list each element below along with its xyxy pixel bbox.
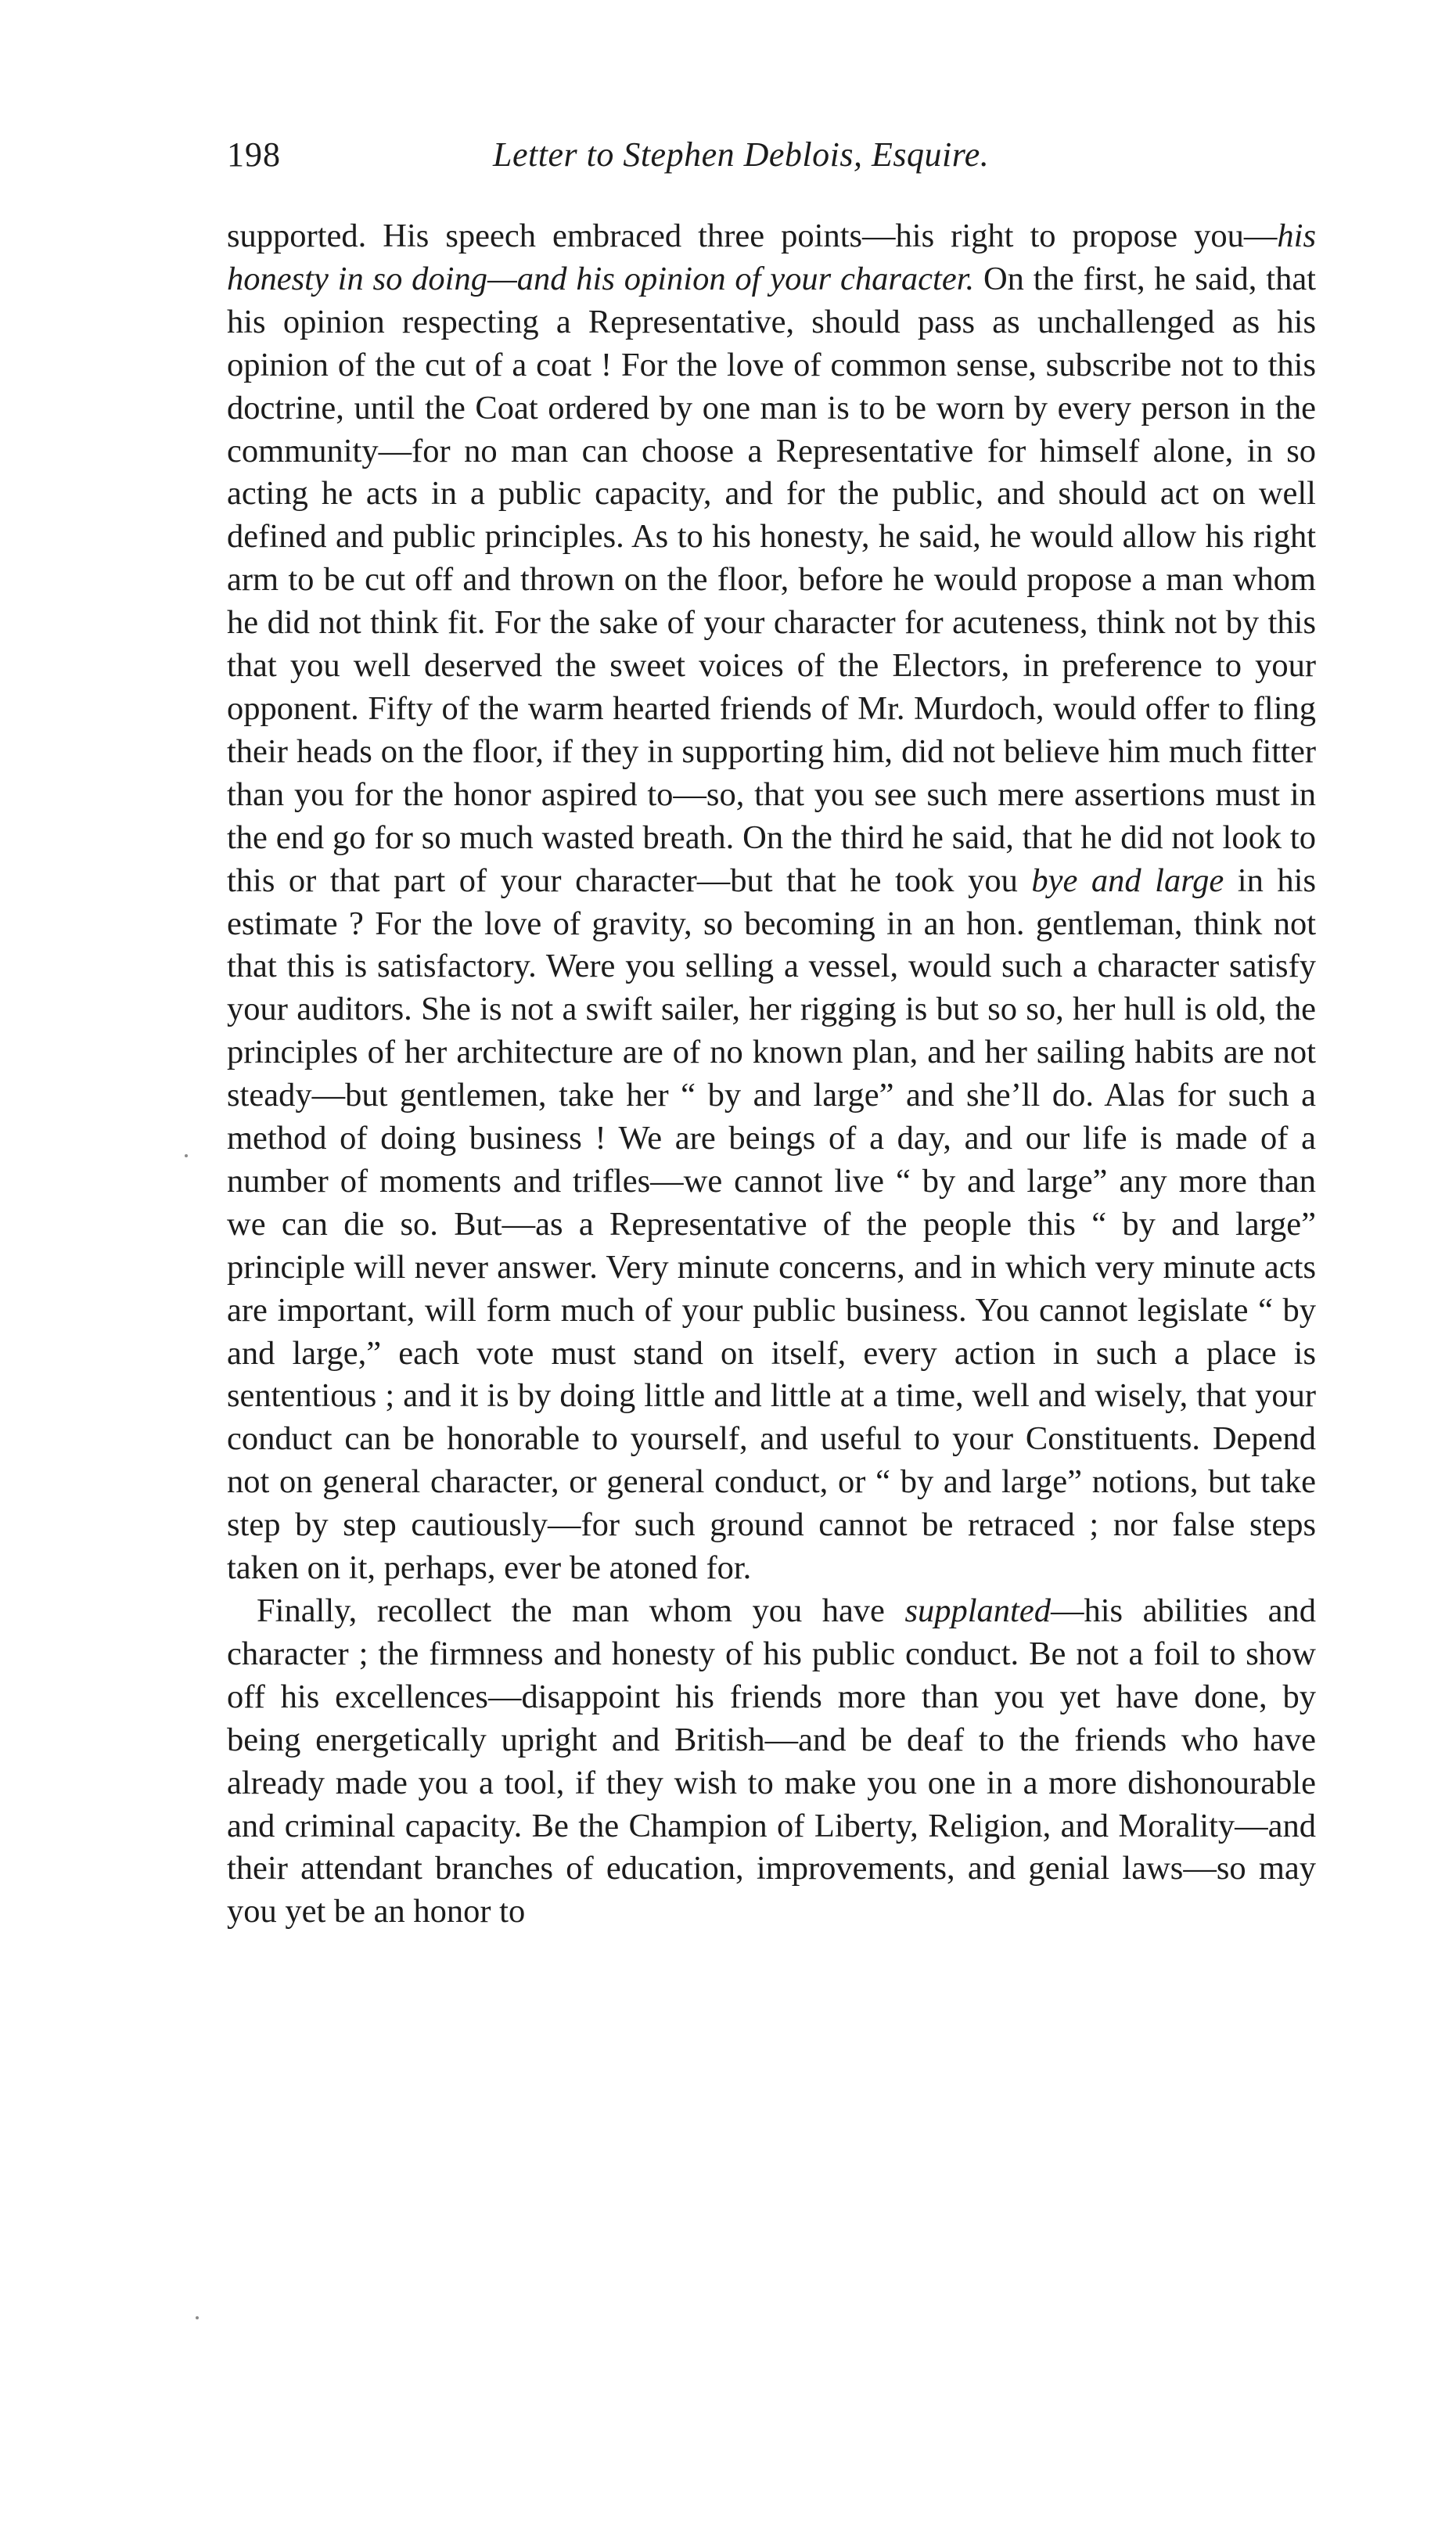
body-text [227, 215, 1316, 1934]
paragraph [227, 215, 1316, 1590]
print-speck [196, 2316, 199, 2319]
text-segment: in his estimate ? For the love of gravity, so becoming in an hon. gentleman, think not that this is satisfactory. Were you selling a vessel, would such a character satisfy your auditors. She is not a swift sailer, her rigging is but so so, her hull is old, the principles of her architecture are of no known plan, and her sailing habits are not steady—but gentlemen, take her “ by and large” and she’ll do. Alas for such a method of doing business ! We are beings of a day, and our life is made of a number of moments and trifles—we cannot live “ by and large” any more than we can die so. But—as a Representative of the people this “ by and large” principle will never answer. Very minute concerns, and in which very minute acts are important, will form much of your public business. You cannot legislate “ by and large,” each vote must stand on itself, every action in such a place is sententious ; and it is by doing little and little at a time, well and wisely, that your conduct can be honorable to yourself, and useful to your Constituents. Depend not on general character, or general conduct, or “ by and large” notions, but take step by step cautiously—for such ground cannot be retraced ; nor false steps taken on it, perhaps, ever be atoned for. [227, 862, 1316, 1587]
running-head [227, 135, 1316, 189]
page-number: 198 [227, 135, 281, 174]
paragraph [227, 1590, 1316, 1934]
italic-segment: his honesty in so doing—and his opinion of your character. [227, 218, 1316, 297]
print-speck [185, 1154, 188, 1157]
text-segment: —his abilities and character ; the firmness and honesty of his public conduct. Be not a foil to show off his excellences—disappoint his friends more than you yet have done, by being energetically upright and British—and be deaf to the friends who have already made you a tool, if they wish to make you one in a more dishonourable and criminal capacity. Be the Champion of Liberty, Religion, and Morality—and their attendant branches of education, improvements, and genial laws—so may you yet be an honor to [227, 1592, 1316, 1930]
italic-segment: bye and large [1031, 862, 1224, 899]
running-title: Letter to Stephen Deblois, Esquire. [493, 135, 990, 174]
text-segment: Finally, recollect the man whom you have [257, 1592, 905, 1629]
text-segment: supported. His speech embraced three points—his right to propose you— [227, 218, 1278, 254]
text-segment: On the first, he said, that his opinion respecting a Representative, should pass as unchallenged as his opinion of the cut of a coat ! For the love of common sense, subscribe not to this doctrine, until the Coat ordered by one man is to be worn by every person in the community—for no man can choose a Representative for himself alone, in so acting he acts in a public capacity, and for the public, and should act on well defined and public principles. As to his honesty, he said, he would allow his right arm to be cut off and thrown on the floor, before he would propose a man whom he did not think fit. For the sake of your character for acuteness, think not by this that you well deserved the sweet voices of the Electors, in preference to your opponent. Fifty of the warm hearted friends of Mr. Murdoch, would offer to fling their heads on the floor, if they in supporting him, did not believe him much fitter than you for the honor aspired to—so, that you see such mere assertions must in the end go for so much wasted breath. On the third he said, that he did not look to this or that part of your character—but that he took you [227, 260, 1316, 899]
italic-segment: supplanted [904, 1592, 1051, 1629]
